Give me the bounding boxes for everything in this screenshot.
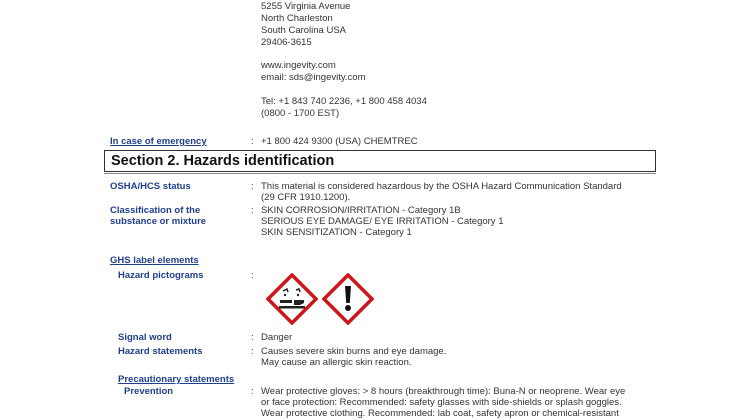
- email-link[interactable]: email: sds@ingevity.com: [261, 72, 366, 83]
- prevention-line-2: or face protection: Recommended: safety glasses with side-shields or splash goggles.: [261, 397, 622, 408]
- classification-line-2: SERIOUS EYE DAMAGE/ EYE IRRITATION - Category 1: [261, 216, 504, 227]
- emergency-value: +1 800 424 9300 (USA) CHEMTREC: [261, 136, 418, 147]
- prevention-line-3: Wear protective clothing. Recommended: lab coat, safety apron or chemical-resistant: [261, 408, 619, 419]
- colon: :: [251, 346, 254, 357]
- hazard-pictograms-label: Hazard pictograms: [118, 270, 204, 281]
- telephone: Tel: +1 843 740 2236, +1 800 458 4034: [261, 96, 427, 107]
- classification-line-3: SKIN SENSITIZATION - Category 1: [261, 227, 412, 238]
- section-title: Section 2. Hazards identification: [111, 153, 335, 169]
- colon: :: [251, 136, 254, 147]
- signal-word-label: Signal word: [118, 332, 172, 343]
- colon: :: [251, 270, 254, 281]
- osha-line-2: (29 CFR 1910.1200).: [261, 192, 351, 203]
- exclamation-pictogram-icon: [322, 273, 374, 325]
- osha-label: OSHA/HCS status: [110, 181, 191, 192]
- colon: :: [251, 205, 254, 216]
- hazard-statements-label: Hazard statements: [118, 346, 203, 357]
- classification-label-2: substance or mixture: [110, 216, 207, 227]
- hazard-statement-1: Causes severe skin burns and eye damage.: [261, 346, 447, 357]
- corrosion-pictogram-icon: [266, 273, 318, 325]
- section-header: [104, 150, 656, 172]
- section-divider: [104, 173, 656, 174]
- colon: :: [251, 332, 254, 343]
- osha-line-1: This material is considered hazardous by the OSHA Hazard Communication Standard: [261, 181, 622, 192]
- address-line-1: 5255 Virginia Avenue: [261, 1, 351, 12]
- prevention-line-1: Wear protective gloves: > 8 hours (breakthrough time): Buna-N or neoprene. Wear eye: [261, 386, 626, 397]
- hazard-statement-2: May cause an allergic skin reaction.: [261, 357, 412, 368]
- ghs-heading: GHS label elements: [110, 255, 199, 266]
- classification-line-1: SKIN CORROSION/IRRITATION - Category 1B: [261, 205, 461, 216]
- address-line-2: North Charleston: [261, 13, 333, 24]
- emergency-label: In case of emergency: [110, 136, 207, 147]
- colon: :: [251, 386, 254, 397]
- address-line-3: South Carolina USA: [261, 25, 347, 36]
- signal-word-value: Danger: [261, 332, 293, 343]
- precautionary-heading: Precautionary statements: [118, 374, 235, 385]
- website-link[interactable]: www.ingevity.com: [261, 60, 336, 71]
- classification-label-1: Classification of the: [110, 205, 201, 216]
- colon: :: [251, 181, 254, 192]
- office-hours: (0800 - 1700 EST): [261, 108, 340, 119]
- prevention-label: Prevention: [124, 386, 174, 397]
- address-line-4: 29406-3615: [261, 37, 312, 48]
